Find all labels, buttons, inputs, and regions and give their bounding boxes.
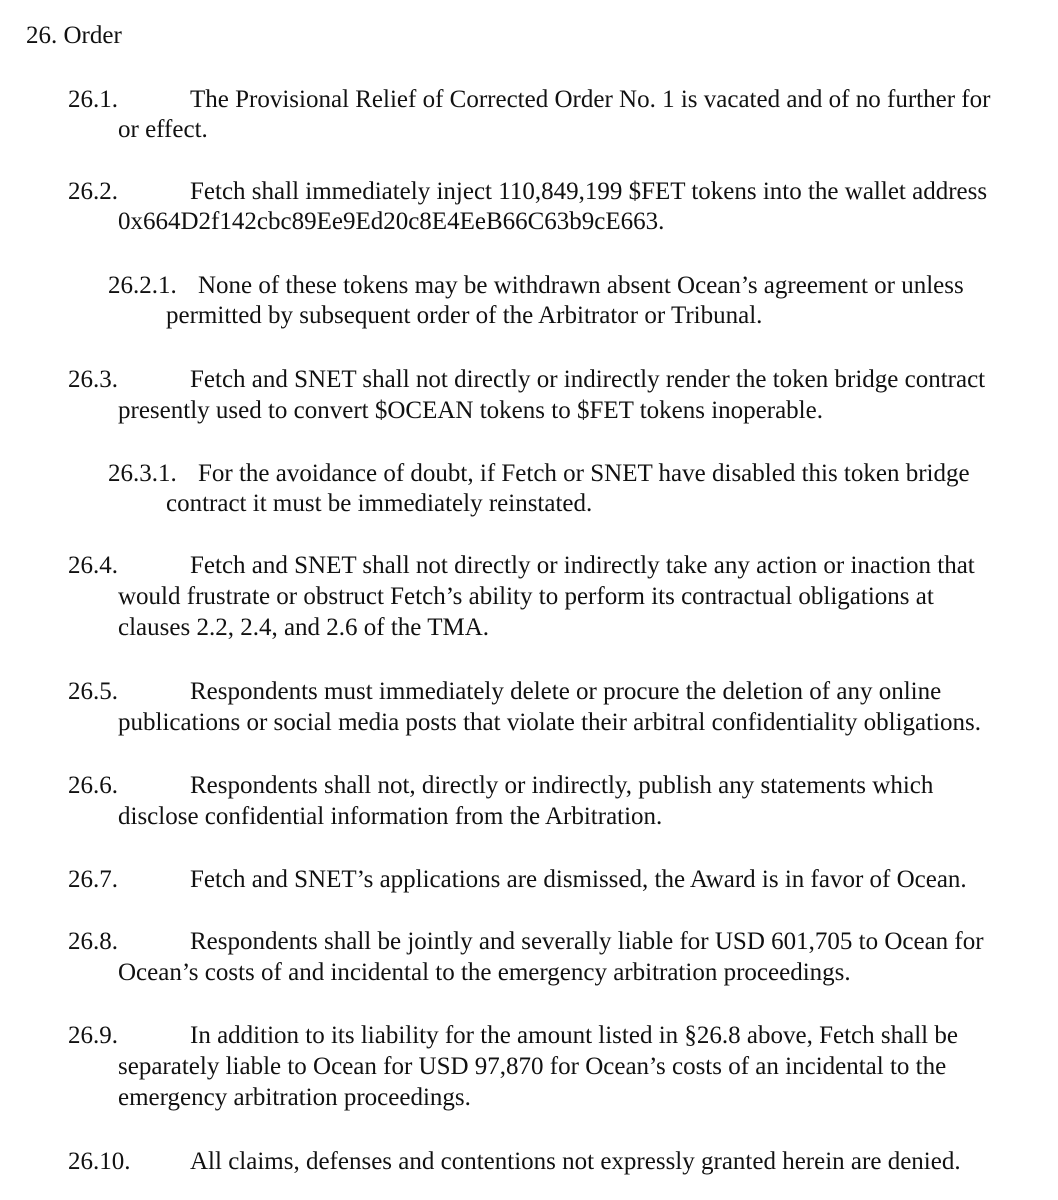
clause-text-line: Respondents must immediately delete or procure the deletion of any online bbox=[190, 678, 942, 705]
clause-text-line: Fetch and SNET shall not directly or indirectly render the token bridge contract bbox=[190, 366, 986, 393]
clause-text-line: Fetch and SNET shall not directly or indirectly take any action or inaction that bbox=[190, 552, 975, 579]
section-heading: 26. Order bbox=[26, 22, 122, 49]
clause-number: 26.8. bbox=[68, 928, 118, 955]
clause-text-line: contract it must be immediately reinstated. bbox=[166, 490, 593, 517]
clause-number: 26.5. bbox=[68, 678, 118, 705]
clause-text-line: separately liable to Ocean for USD 97,870 for Ocean’s costs of an incidental to the bbox=[118, 1053, 947, 1080]
clause-number: 26.3. bbox=[68, 366, 118, 393]
clause-text-line: Fetch and SNET’s applications are dismissed, the Award is in favor of Ocean. bbox=[190, 866, 967, 893]
clause-text-line: Respondents shall not, directly or indirectly, publish any statements which bbox=[190, 772, 934, 799]
clause-text-line: Ocean’s costs of and incidental to the emergency arbitration proceedings. bbox=[118, 959, 851, 986]
clause-text-line: In addition to its liability for the amount listed in §26.8 above, Fetch shall be bbox=[190, 1022, 958, 1049]
clause-text-line: Respondents shall be jointly and severally liable for USD 601,705 to Ocean for bbox=[190, 928, 984, 955]
clause-text-line: or effect. bbox=[118, 116, 208, 143]
clause-text-line: Fetch shall immediately inject 110,849,199 $FET tokens into the wallet address bbox=[190, 178, 988, 205]
clause-text-line: clauses 2.2, 2.4, and 2.6 of the TMA. bbox=[118, 614, 490, 641]
clause-number: 26.6. bbox=[68, 772, 118, 799]
clause-number: 26.3.1. bbox=[108, 460, 177, 487]
clause-number: 26.7. bbox=[68, 866, 118, 893]
clause-number: 26.2. bbox=[68, 178, 118, 205]
clause-text-line: None of these tokens may be withdrawn absent Ocean’s agreement or unless bbox=[198, 272, 964, 299]
clause-text-line: would frustrate or obstruct Fetch’s ability to perform its contractual obligations at bbox=[118, 583, 934, 610]
clause-text-line: presently used to convert $OCEAN tokens to $FET tokens inoperable. bbox=[118, 397, 823, 424]
clause-number: 26.10. bbox=[68, 1148, 131, 1175]
clause-number: 26.2.1. bbox=[108, 272, 177, 299]
clause-number: 26.4. bbox=[68, 552, 118, 579]
clause-text-line: 0x664D2f142cbc89Ee9Ed20c8E4EeB66C63b9cE663. bbox=[118, 208, 665, 235]
clause-number: 26.9. bbox=[68, 1022, 118, 1049]
clause-text-line: emergency arbitration proceedings. bbox=[118, 1084, 471, 1111]
clause-text-line: permitted by subsequent order of the Arbitrator or Tribunal. bbox=[166, 302, 763, 329]
clause-text-line: The Provisional Relief of Corrected Order No. 1 is vacated and of no further for bbox=[190, 86, 991, 113]
clause-text-line: All claims, defenses and contentions not expressly granted herein are denied. bbox=[190, 1148, 961, 1175]
clause-number: 26.1. bbox=[68, 86, 118, 113]
clause-text-line: publications or social media posts that violate their arbitral confidentiality obligations. bbox=[118, 709, 981, 736]
clause-text-line: disclose confidential information from the Arbitration. bbox=[118, 803, 663, 830]
clause-text-line: For the avoidance of doubt, if Fetch or SNET have disabled this token bridge bbox=[198, 460, 970, 487]
